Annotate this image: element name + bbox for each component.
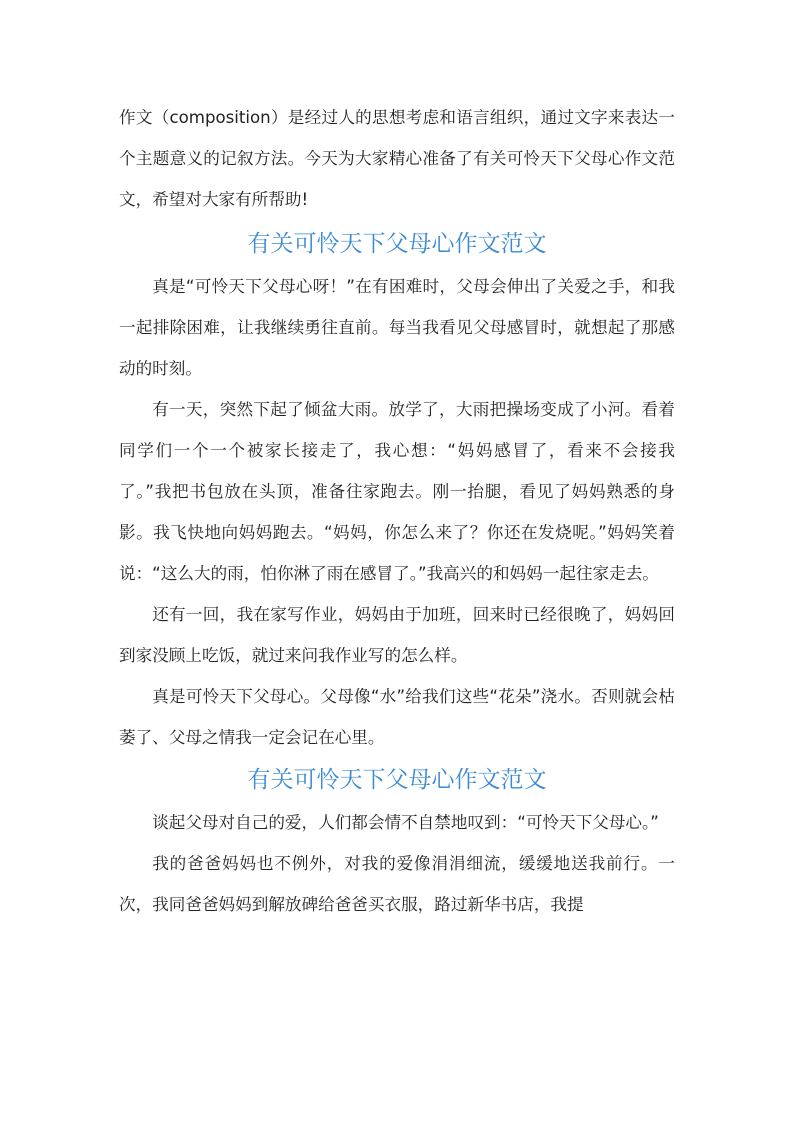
article-section-1	[119, 225, 675, 758]
document-page	[119, 97, 675, 925]
paragraph: 我的爸爸妈妈也不例外，对我的爱像涓涓细流，缓缓地送我前行。一次，我同爸爸妈妈到解放碑给爸爸买衣服，路过新华书店，我提	[119, 854, 675, 914]
article-heading-2: 有关可怜天下父母心作文范文	[247, 767, 547, 793]
paragraph: 谈起父母对自己的爱，人们都会情不自禁地叹到：“可怜天下父母心。”	[152, 813, 659, 832]
paragraph: 有一天，突然下起了倾盆大雨。放学了，大雨把操场变成了小河。看着同学们一个一个被家长接走了，我心想：“妈妈感冒了，看来不会接我了。”我把书包放在头顶，准备往家跑去。刚一抬腿，看见了妈妈熟悉的身影。我飞快地向妈妈跑去。“妈妈，你怎么来了？你还在发烧呢。”妈妈笑着说：“这么大的雨，怕你淋了雨在感冒了。”我高兴的和妈妈一起往家走去。	[119, 400, 675, 583]
paragraph: 真是“可怜天下父母心呀！”在有困难时，父母会伸出了关爱之手，和我一起排除困难，让我继续勇往直前。每当我看见父母感冒时，就想起了那感动的时刻。	[119, 277, 675, 378]
intro-paragraph: 作文（composition）是经过人的思想考虑和语言组织，通过文字来表达一个主题意义的记叙方法。今天为大家精心准备了有关可怜天下父母心作文范文，希望对大家有所帮助!	[119, 108, 675, 209]
article-section-2	[119, 761, 675, 925]
paragraph: 还有一回，我在家写作业，妈妈由于加班，回来时已经很晚了，妈妈回到家没顾上吃饭，就过来问我作业写的怎么样。	[119, 605, 675, 665]
article-heading-1: 有关可怜天下父母心作文范文	[247, 231, 547, 257]
paragraph: 真是可怜天下父母心。父母像“水”给我们这些“花朵”浇水。否则就会枯萎了、父母之情我一定会记在心里。	[119, 687, 675, 747]
